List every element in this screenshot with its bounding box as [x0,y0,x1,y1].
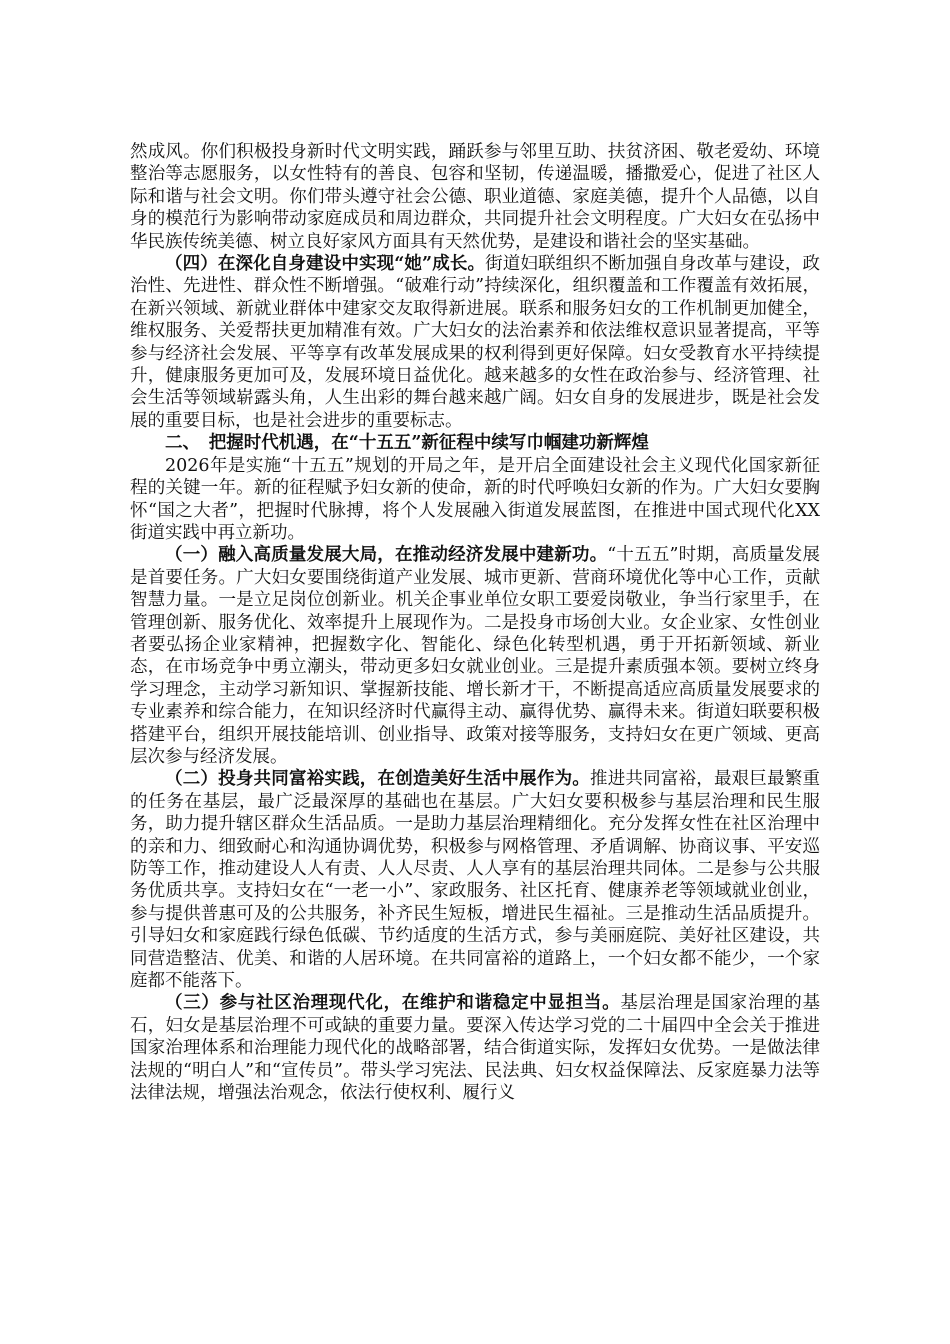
paragraph-community-governance [130,992,820,1104]
paragraph-text: 然成风。你们积极投身新时代文明实践，踊跃参与邻里互助、扶贫济困、敬老爱幼、环境整治等志愿服务，以女性特有的善良、包容和坚韧，传递温暖，播撒爱心，促进了社区人际和谐与社会文明。你们带头遵守社会公德、职业道德、家庭美德，提升个人品德，以自身的模范行为影响带动家庭成员和周边群众，共同提升社会文明程度。广大妇女在弘扬中华民族传统美德、树立良好家风方面具有天然优势，是建设和谐社会的坚实基础。 [130,142,820,252]
document-page [130,141,820,1104]
paragraph-text: 基层治理是国家治理的基石，妇女是基层治理不可或缺的重要力量。要深入传达学习党的二十届四中全会关于推进国家治理体系和治理能力现代化的战略部署，结合街道实际，发挥妇女优势。一是做法律法规的“明白人”和“宣传员”。带头学习宪法、民法典、妇女权益保障法、反家庭暴力法等法律法规，增强法治观念，依法行使权利、履行义 [130,993,821,1104]
subheading-4: （四）在深化自身建设中实现“她”成长。 [165,254,486,275]
subheading-3: （三）参与社区治理现代化，在维护和谐稳定中显担当。 [165,993,621,1014]
paragraph-self-building [130,253,820,432]
paragraph-text: 2026年是实施“十五五”规划的开局之年，是开启全面建设社会主义现代化国家新征程的关键一年。新的征程赋予妇女新的使命，新的时代呼唤妇女新的作为。广大妇女要胸怀“国之大者”，把握时代脉搏，将个人发展融入街道发展蓝图，在推进中国式现代化XX街道实践中再立新功。 [130,455,820,543]
subheading-1: （一）融入高质量发展大局，在推动经济发展中建新功。 [165,545,608,566]
subheading-2: （二）投身共同富裕实践，在创造美好生活中展作为。 [165,769,590,790]
paragraph-common-prosperity [130,768,820,992]
paragraph-text: “十五五”时期，高质量发展是首要任务。广大妇女要围绕街道产业发展、城市更新、营商环境优化等中心工作，贡献智慧力量。一是立足岗位创新业。机关企事业单位女职工要爱岗敬业，争当行家里手，在管理创新、服务优化、效率提升上展现作为。二是投身市场创大业。女企业家、女性创业者要弘扬企业家精神，把握数字化、智能化、绿色化转型机遇，勇于开拓新领域、新业态，在市场竞争中勇立潮头，带动更多妇女就业创业。三是提升素质强本领。要树立终身学习理念，主动学习新知识、掌握新技能、增长新才干，不断提高适应高质量发展要求的专业素养和综合能力，在知识经济时代赢得主动、赢得优势、赢得未来。街道妇联要积极搭建平台，组织开展技能培训、创业指导、政策对接等服务，支持妇女在更广领域、更高层次参与经济发展。 [130,545,820,767]
paragraph-text: 推进共同富裕，最艰巨最繁重的任务在基层，最广泛最深厚的基础也在基层。广大妇女要积极参与基层治理和民生服务，助力提升辖区群众生活品质。一是助力基层治理精细化。充分发挥女性在社区治理中的亲和力、细致耐心和沟通协调优势，积极参与网格管理、矛盾调解、协商议事、平安巡防等工作，推动建设人人有责、人人尽责、人人享有的基层治理共同体。二是参与公共服务优质共享。支持妇女在“一老一小”、家政服务、社区托育、健康养老等领域就业创业，参与提供普惠可及的公共服务，补齐民生短板，增进民生福祉。三是推动生活品质提升。引导妇女和家庭践行绿色低碳、节约适度的生活方式，参与美丽庭院、美好社区建设，共同营造整洁、优美、和谐的人居环境。在共同富裕的道路上，一个妇女都不能少，一个家庭都不能落下。 [130,769,820,992]
paragraph-text: 街道妇联组织不断加强自身改革与建设，政治性、先进性、群众性不断增强。“破难行动”持续深化，组织覆盖和工作覆盖有效拓展，在新兴领域、新就业群体中建家交友取得新进展。联系和服务妇女的工作机制更加健全，维权服务、关爱帮扶更加精准有效。广大妇女的法治素养和依法维权意识显著提高，平等参与经济社会发展、平等享有改革发展成果的权利得到更好保障。妇女受教育水平持续提升，健康服务更加可及，发展环境日益优化。越来越多的女性在政治参与、经济管理、社会生活等领域崭露头角，人生出彩的舞台越来越广阔。妇女自身的发展进步，既是社会发展的重要目标，也是社会进步的重要标志。 [130,254,821,431]
paragraph-2026-intro [130,455,820,545]
paragraph-high-quality-development [130,544,820,768]
section-heading-2: 二、 把握时代机遇，在“十五五”新征程中续写巾帼建功新辉煌 [165,433,649,454]
paragraph-civilization [130,141,820,253]
